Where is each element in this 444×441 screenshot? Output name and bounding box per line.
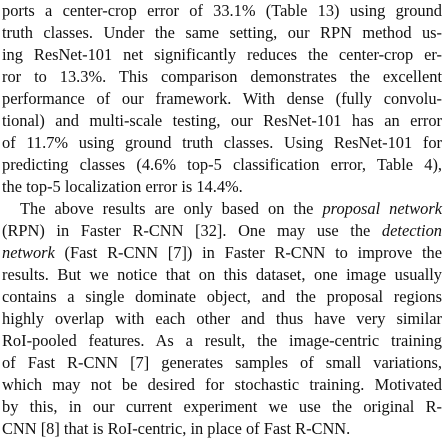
- text-line: the top-5 localization error is 14.4%.: [2, 177, 243, 196]
- paragraph-rcnn-discussion: [2, 198, 442, 440]
- text-line: truth classes. Under the same setting, our RPN method us-: [2, 23, 442, 42]
- text-line: ror to 13.3%. This comparison demonstrates the excellent: [2, 67, 442, 86]
- text-line: results. But we notice that on this dataset, one image usually: [2, 265, 442, 284]
- text-line: ports a center-crop error of 33.1% (Table 13) using ground: [2, 1, 442, 20]
- italic-term-detection: detection: [381, 221, 442, 240]
- text-run: (RPN) in Faster R-CNN [32]. One may use the: [2, 221, 382, 240]
- text-line: [2, 198, 442, 220]
- text-run: The above results are only based on the: [20, 199, 323, 218]
- text-line: RoI-pooled features. As a result, the image-centric training: [2, 331, 442, 350]
- text-line: tional) and multi-scale testing, our ResNet-101 has an error: [2, 111, 442, 130]
- text-line: CNN [8] that is RoI-centric, in place of Fast R-CNN.: [2, 419, 351, 438]
- italic-term-network: network: [2, 243, 55, 262]
- paragraph-localization-results: [2, 0, 442, 198]
- text-run: (Fast R-CNN [7]) in Faster R-CNN to improve the: [54, 243, 442, 262]
- text-line: ing ResNet-101 net significantly reduces the center-crop er-: [2, 45, 442, 64]
- text-line: of 11.7% using ground truth classes. Using ResNet-101 for: [2, 133, 442, 152]
- text-line: [2, 220, 442, 242]
- text-line: predicting classes (4.6% top-5 classification error, Table 4),: [2, 155, 442, 174]
- text-line: performance of our framework. With dense (fully convolu-: [2, 89, 442, 108]
- text-line: [2, 242, 442, 264]
- text-line: highly overlap with each other and thus have very similar: [2, 309, 442, 328]
- text-line: which may not be desired for stochastic training. Motivated: [2, 375, 442, 394]
- text-line: contains a single dominate object, and the proposal regions: [2, 287, 442, 306]
- text-line: of Fast R-CNN [7] generates samples of small variations,: [2, 353, 442, 372]
- paper-text-column: [2, 0, 442, 440]
- italic-term-proposal-network: proposal network: [322, 199, 442, 218]
- text-line: by this, in our current experiment we use the original R-: [2, 397, 442, 416]
